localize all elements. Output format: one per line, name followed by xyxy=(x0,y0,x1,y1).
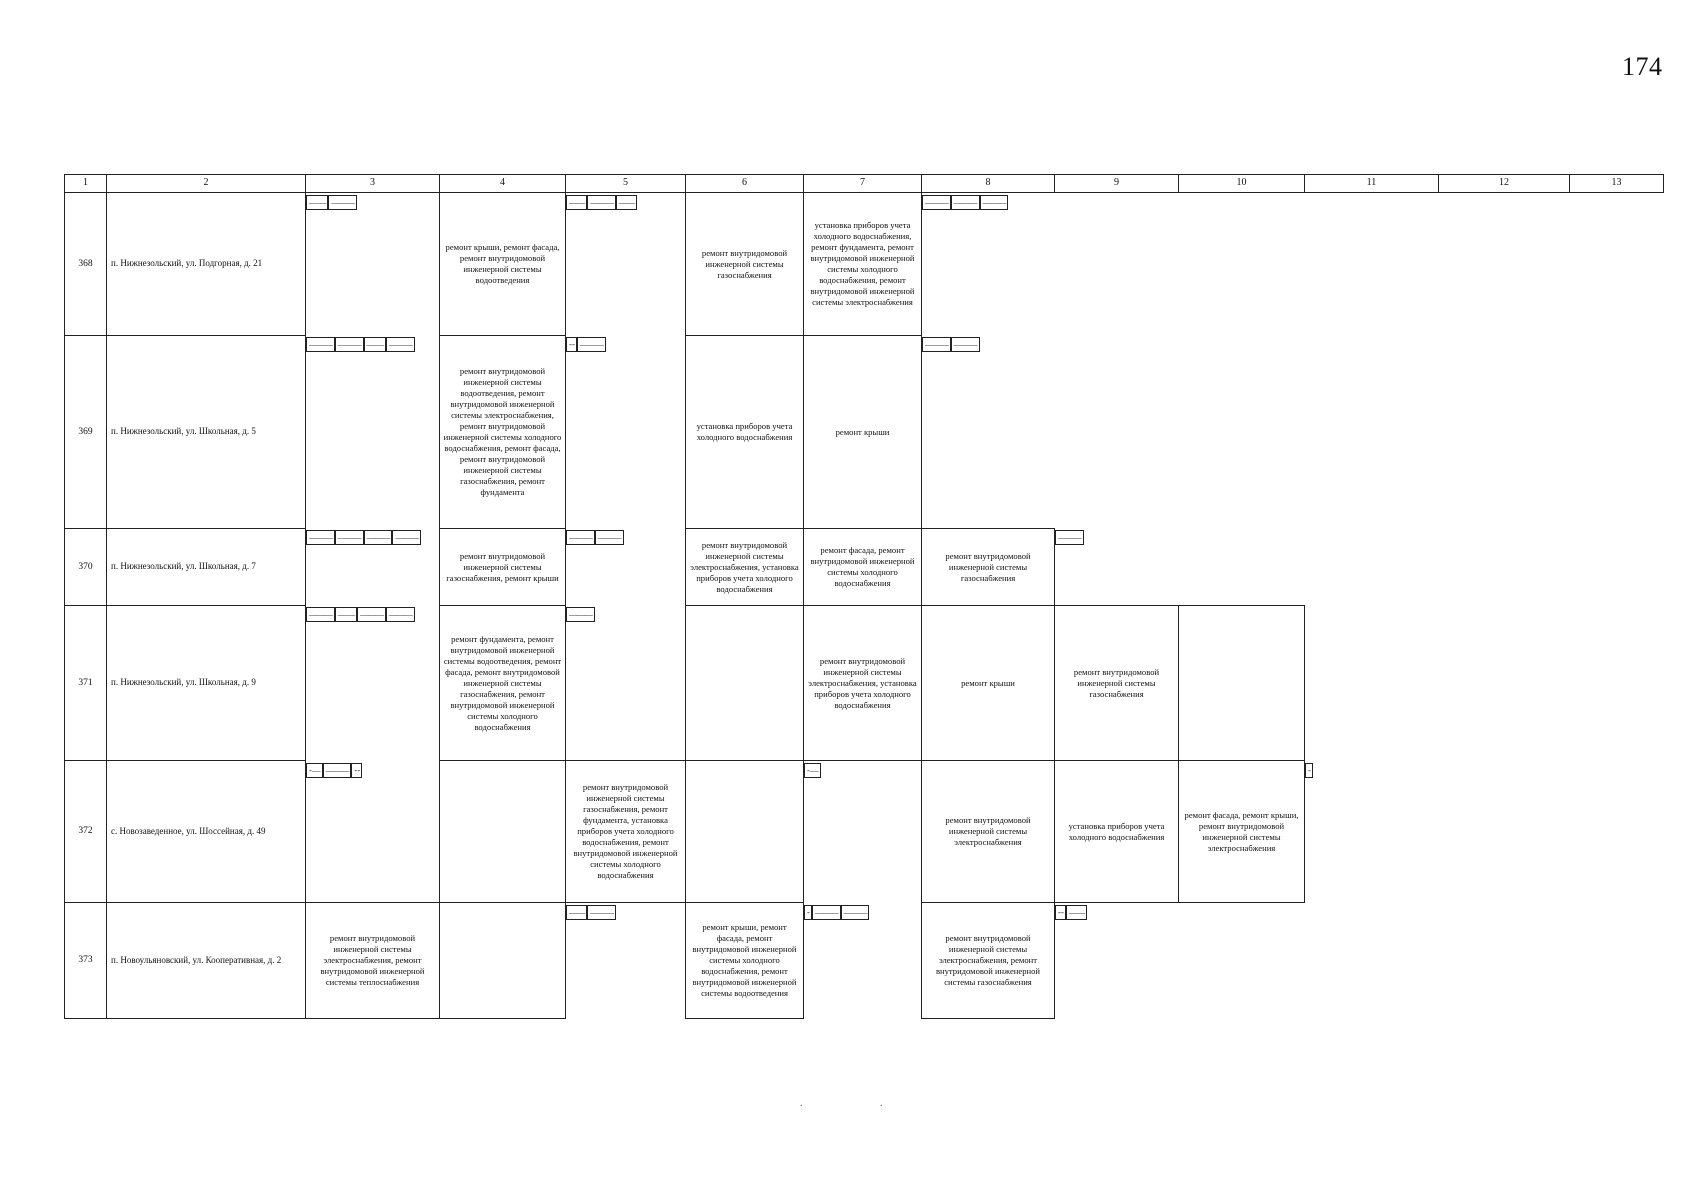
work-cell: ремонт крыши, ремонт фасада, ремонт внутридомовой инженерной системы водоотведения xyxy=(440,193,566,336)
work-cell: ремонт внутридомовой инженерной системы электроснабжения, ремонт внутридомовой инженерной системы газоснабжения xyxy=(922,903,1055,1019)
work-cell: ремонт крыши, ремонт фасада, ремонт внутридомовой инженерной системы холодного водоснабжения, ремонт внутридомовой инженерной системы водоотведения xyxy=(686,903,804,1019)
work-cell: ремонт фасада, ремонт внутридомовой инженерной системы холодного водоснабжения xyxy=(804,529,922,606)
work-cell: — — xyxy=(364,337,386,352)
table-row xyxy=(65,193,1664,336)
address-cell: п. Новоульяновский, ул. Кооперативная, д. 2 xyxy=(107,903,306,1019)
work-cell: ——— xyxy=(1055,530,1084,545)
row-number-cell: 369 xyxy=(65,336,107,529)
work-cell: установка приборов учета холодного водоснабжения xyxy=(1055,761,1179,903)
work-cell: - xyxy=(804,905,812,920)
table-row xyxy=(65,336,1664,529)
work-cell: ремонт внутридомовой инженерной системы газоснабжения xyxy=(686,193,804,336)
column-number-cell: 5 xyxy=(566,175,686,193)
column-number-cell: 11 xyxy=(1305,175,1439,193)
work-cell: ——— xyxy=(392,530,421,545)
work-cell: ——— xyxy=(306,337,335,352)
column-number-cell: 13 xyxy=(1570,175,1664,193)
work-cell: ——— xyxy=(595,530,624,545)
row-number-cell: 372 xyxy=(65,761,107,903)
work-cell: —— xyxy=(566,195,587,210)
work-cell: ремонт крыши xyxy=(804,336,922,529)
work-cell: —— xyxy=(566,905,587,920)
work-cell: ремонт внутридомовой инженерной системы газоснабжения, ремонт фундамента, установка приборов учета холодного водоснабжения, ремонт внутридомовой инженерной системы холодного водоснабжения xyxy=(566,761,686,903)
work-cell xyxy=(1179,606,1305,761)
work-cell: ремонт фасада, ремонт крыши, ремонт внутридомовой инженерной системы электроснабжения xyxy=(1179,761,1305,903)
work-cell: ——— xyxy=(922,337,951,352)
repair-schedule-table xyxy=(64,174,1664,1019)
table-row xyxy=(65,761,1664,903)
work-cell: ——— xyxy=(328,195,357,210)
page-number: 174 xyxy=(1622,52,1663,81)
work-cell: ——— xyxy=(335,530,364,545)
work-cell: ——— xyxy=(306,607,335,622)
work-cell: ——— xyxy=(812,905,841,920)
work-cell: - - xyxy=(566,337,577,352)
column-number-cell: 1 xyxy=(65,175,107,193)
work-cell: - — xyxy=(804,763,821,778)
work-cell: —— xyxy=(616,195,637,210)
address-cell: с. Новозаведенное, ул. Шоссейная, д. 49 xyxy=(107,761,306,903)
work-cell: ——— xyxy=(922,195,951,210)
address-cell: п. Нижнезольский, ул. Школьная, д. 9 xyxy=(107,606,306,761)
work-cell: ——— xyxy=(566,530,595,545)
table-row xyxy=(65,903,1664,1019)
column-number-cell: 2 xyxy=(107,175,306,193)
work-cell: ремонт внутридомовой инженерной системы электроснабжения, ремонт внутридомовой инженерной системы теплоснабжения xyxy=(306,903,440,1019)
column-number-cell: 8 xyxy=(922,175,1055,193)
work-cell: ——— xyxy=(951,195,980,210)
work-cell: ——— xyxy=(587,195,616,210)
work-cell: - - xyxy=(351,763,362,778)
work-cell: ——— xyxy=(335,337,364,352)
footer-mark: . xyxy=(800,1098,803,1109)
work-cell: ремонт крыши xyxy=(922,606,1055,761)
work-cell xyxy=(440,761,566,903)
address-cell: п. Нижнезольский, ул. Школьная, д. 5 xyxy=(107,336,306,529)
work-cell: — — xyxy=(306,195,328,210)
work-cell: ——— xyxy=(951,337,980,352)
work-cell: ——— xyxy=(364,530,393,545)
column-number-cell: 9 xyxy=(1055,175,1179,193)
row-number-cell: 368 xyxy=(65,193,107,336)
table-row xyxy=(65,529,1664,606)
column-number-cell: 7 xyxy=(804,175,922,193)
work-cell: ——— xyxy=(841,905,870,920)
work-cell: ремонт внутридомовой инженерной системы водоотведения, ремонт внутридомовой инженерной системы электроснабжения, ремонт внутридомовой инженерной системы холодного водоснабжения, ремонт фасада, ремонт внутридомовой инженерной системы газоснабжения, ремонт фундамента xyxy=(440,336,566,529)
column-number-cell: 3 xyxy=(306,175,440,193)
work-cell: - xyxy=(1305,763,1313,778)
work-cell: ——— xyxy=(577,337,606,352)
work-cell: ремонт фундамента, ремонт внутридомовой инженерной системы водоотведения, ремонт фасада, ремонт внутридомовой инженерной системы газоснабжения, ремонт внутридомовой инженерной системы холодного водоснабжения xyxy=(440,606,566,761)
work-cell: ремонт внутридомовой инженерной системы электроснабжения xyxy=(922,761,1055,903)
work-cell: ремонт внутридомовой инженерной системы газоснабжения xyxy=(1055,606,1179,761)
column-number-cell: 12 xyxy=(1439,175,1570,193)
footer-mark: . xyxy=(880,1098,883,1109)
work-cell: ——— xyxy=(306,530,335,545)
work-cell: ——— xyxy=(980,195,1009,210)
address-cell: п. Нижнезольский, ул. Подгорная, д. 21 xyxy=(107,193,306,336)
work-cell xyxy=(686,606,804,761)
work-cell: ремонт внутридомовой инженерной системы электроснабжения, установка приборов учета холодного водоснабжения xyxy=(686,529,804,606)
work-cell: ——— xyxy=(386,337,415,352)
work-cell xyxy=(440,903,566,1019)
table-row xyxy=(65,606,1664,761)
work-cell: установка приборов учета холодного водоснабжения, ремонт фундамента, ремонт внутридомовой инженерной системы холодного водоснабжения, ремонт внутридомовой инженерной системы электроснабжения xyxy=(804,193,922,336)
work-cell: ремонт внутридомовой инженерной системы электроснабжения, установка приборов учета холодного водоснабжения xyxy=(804,606,922,761)
work-cell: — — xyxy=(335,607,357,622)
work-cell: ——— xyxy=(357,607,386,622)
row-number-cell: 373 xyxy=(65,903,107,1019)
column-number-cell: 6 xyxy=(686,175,804,193)
work-cell xyxy=(686,761,804,903)
work-cell: ——— xyxy=(323,763,352,778)
work-cell: ——— xyxy=(386,607,415,622)
work-cell: - — xyxy=(306,763,323,778)
row-number-cell: 370 xyxy=(65,529,107,606)
work-cell: установка приборов учета холодного водоснабжения xyxy=(686,336,804,529)
work-cell: —— xyxy=(1066,905,1087,920)
column-number-cell: 10 xyxy=(1179,175,1305,193)
work-cell: ремонт внутридомовой инженерной системы газоснабжения, ремонт крыши xyxy=(440,529,566,606)
work-cell: ——— xyxy=(566,607,595,622)
work-cell: ——— xyxy=(587,905,616,920)
work-cell: - - xyxy=(1055,905,1066,920)
address-cell: п. Нижнезольский, ул. Школьная, д. 7 xyxy=(107,529,306,606)
column-number-row xyxy=(65,175,1664,193)
row-number-cell: 371 xyxy=(65,606,107,761)
work-cell: ремонт внутридомовой инженерной системы газоснабжения xyxy=(922,529,1055,606)
column-number-cell: 4 xyxy=(440,175,566,193)
